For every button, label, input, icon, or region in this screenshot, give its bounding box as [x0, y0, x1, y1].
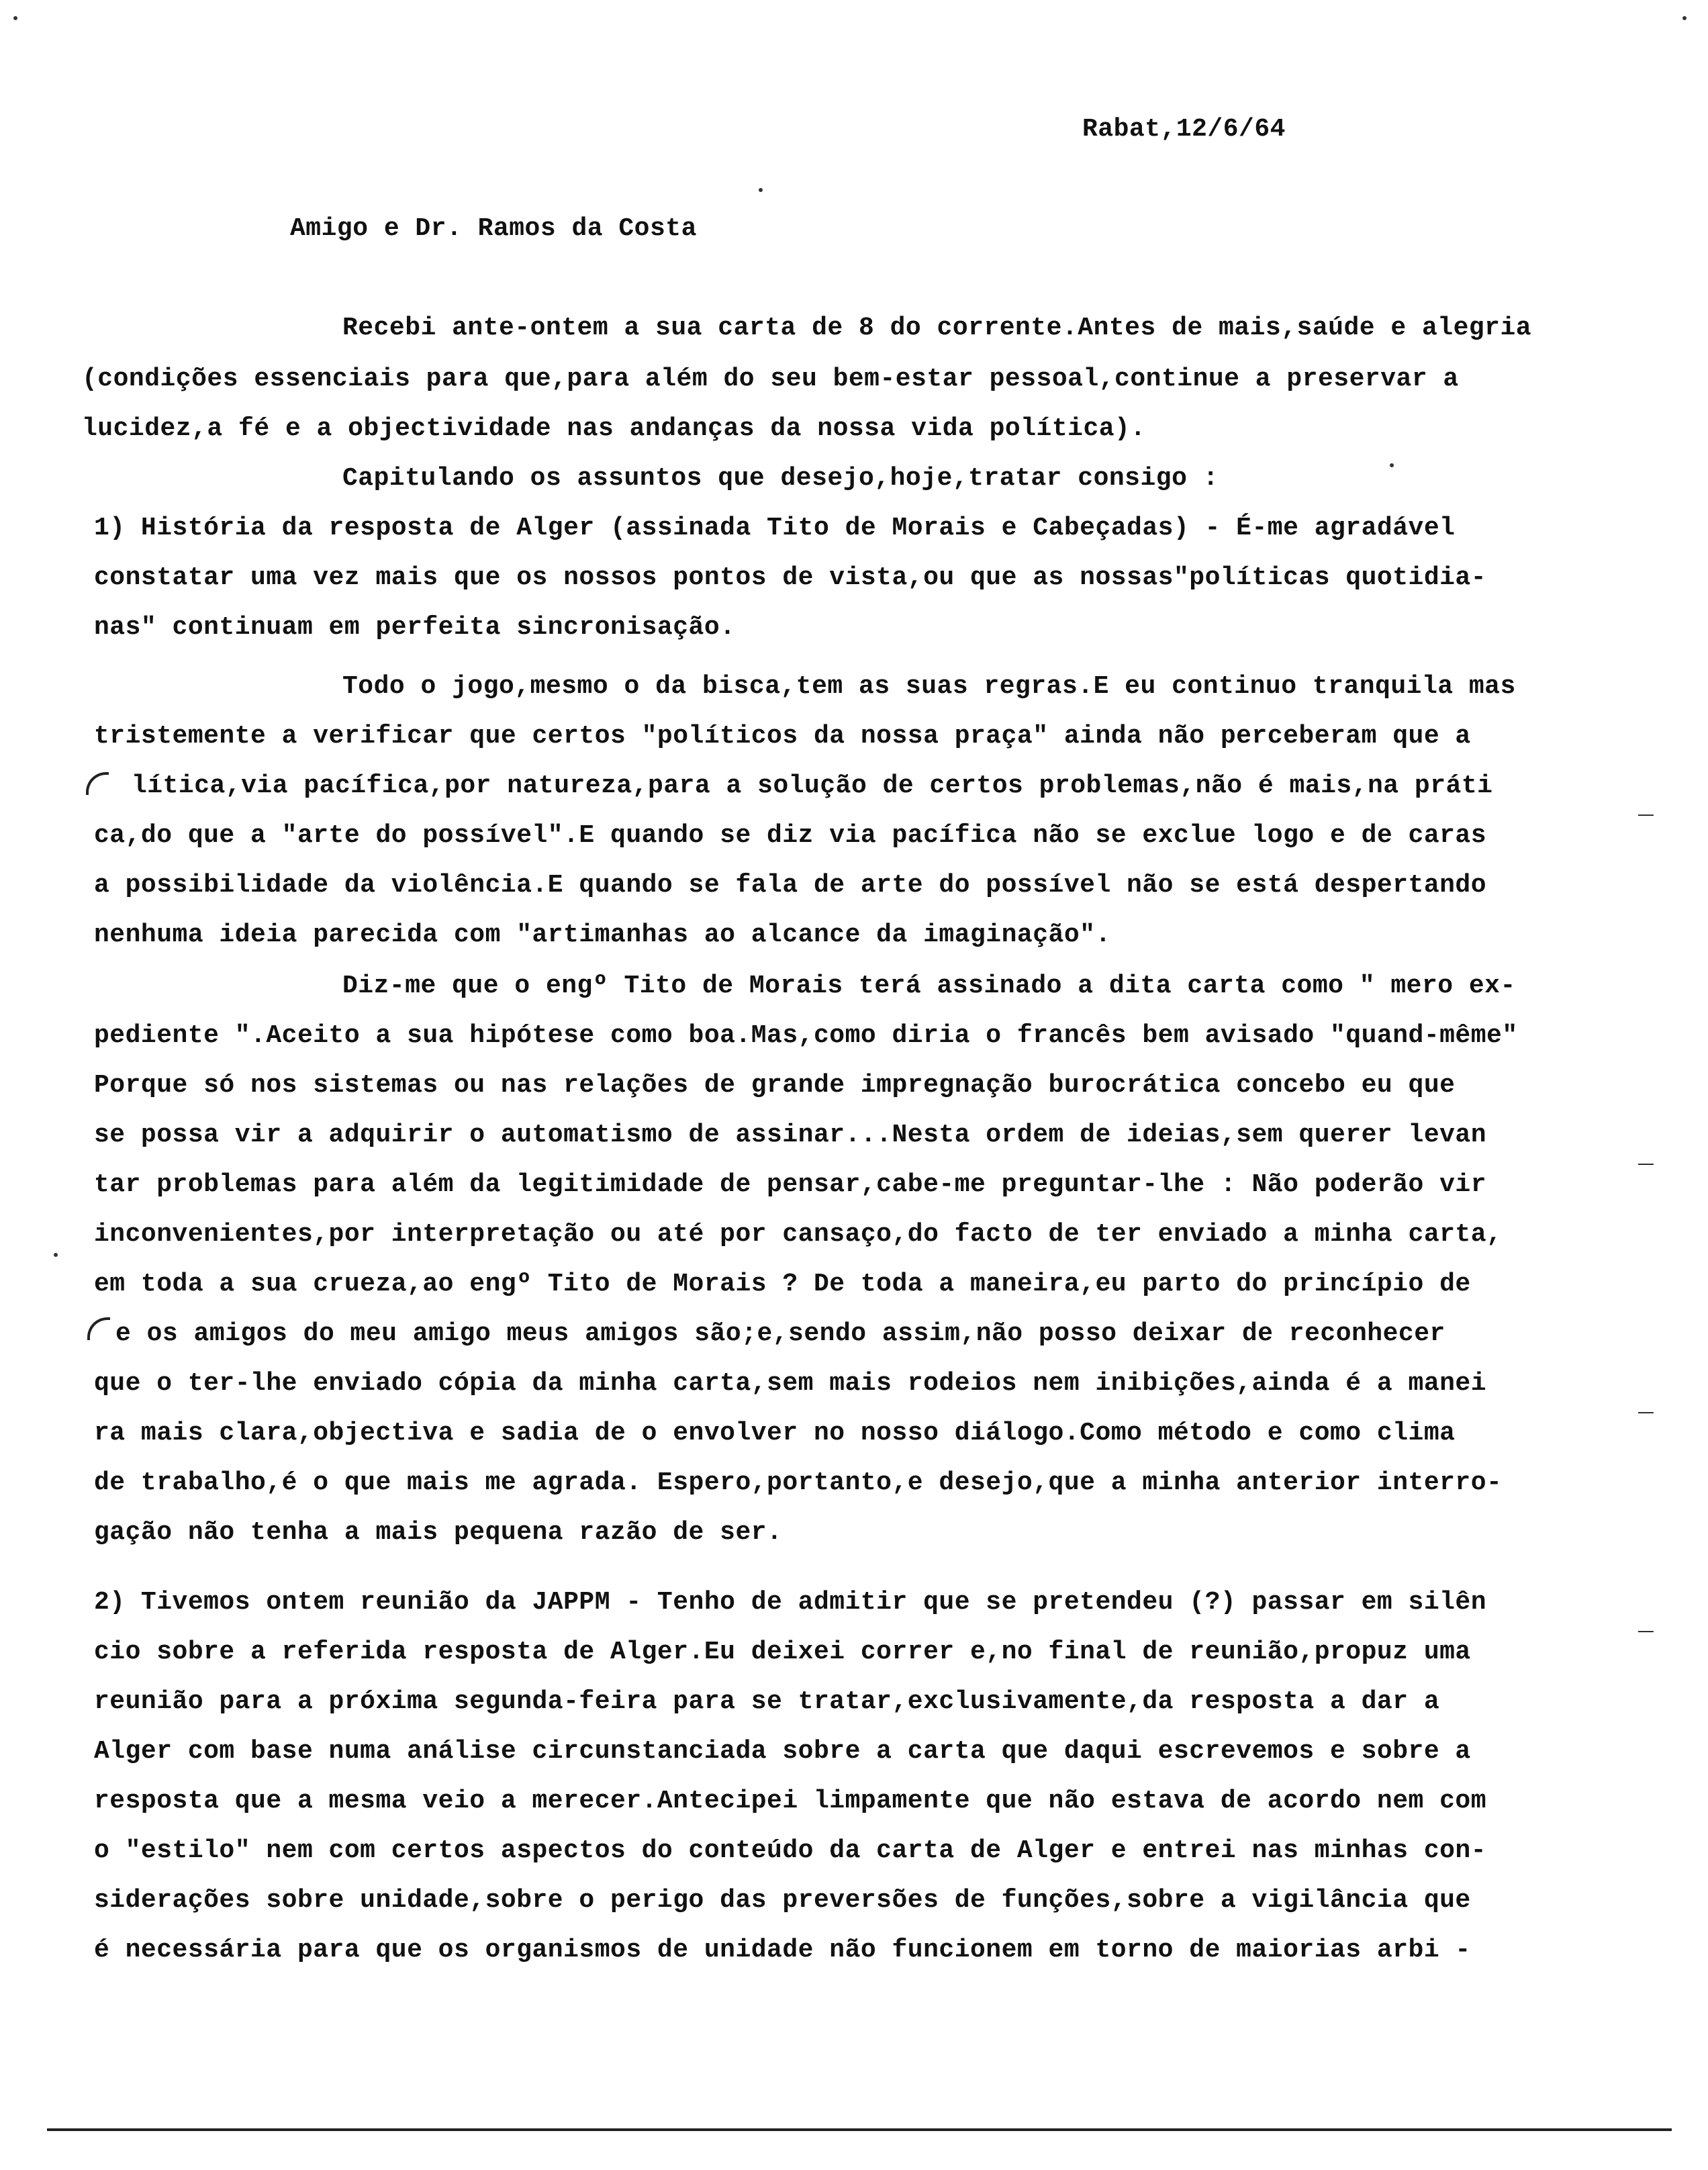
text-line: inconvenientes,por interpretação ou até por cansaço,do facto de ter enviado a minha carta, — [94, 1220, 1503, 1249]
scan-speck — [1390, 463, 1394, 467]
text-line: constatar uma vez mais que os nossos pontos de vista,ou que as nossas"políticas quotidia- — [94, 563, 1487, 592]
text-line: lucidez,a fé e a objectividade nas andanças da nossa vida política). — [82, 414, 1146, 443]
text-line: Alger com base numa análise circunstanciada sobre a carta que daqui escrevemos e sobre a — [94, 1737, 1471, 1766]
text-line: e os amigos do meu amigo meus amigos são;e,sendo assim,não posso deixar de reconhecer — [115, 1319, 1445, 1348]
page-bottom-rule — [47, 2128, 1672, 2131]
text-line: de trabalho,é o que mais me agrada. Espero,portanto,e desejo,que a minha anterior interro- — [94, 1468, 1503, 1497]
text-line: Diz-me que o engº Tito de Morais terá assinado a dita carta como " mero ex- — [342, 972, 1516, 1000]
pencil-mark — [87, 1317, 110, 1340]
scan-speck — [759, 188, 763, 192]
text-line: é necessária para que os organismos de unidade não funcionem em torno de maiorias arbi - — [94, 1936, 1471, 1965]
line-continuation-mark: _ — [1638, 1390, 1654, 1419]
text-line: reunião para a próxima segunda-feira para se tratar,exclusivamente,da resposta a dar a — [94, 1687, 1440, 1716]
text-line: cio sobre a referida resposta de Alger.Eu deixei correr e,no final de reunião,propuz uma — [94, 1638, 1471, 1666]
text-line: 2) Tivemos ontem reunião da JAPPM - Tenho de admitir que se pretendeu (?) passar em silên — [94, 1588, 1487, 1617]
text-line: Capitulando os assuntos que desejo,hoje,tratar consigo : — [342, 464, 1219, 493]
text-line: Recebi ante-ontem a sua carta de 8 do corrente.Antes de mais,saúde e alegria — [342, 314, 1532, 342]
text-line: gação não tenha a mais pequena razão de ser. — [94, 1518, 783, 1547]
text-line: se possa vir a adquirir o automatismo de assinar...Nesta ordem de ideias,sem querer levan — [94, 1121, 1487, 1149]
text-line: o "estilo" nem com certos aspectos do conteúdo da carta de Alger e entrei nas minhas con- — [94, 1836, 1487, 1865]
text-line: que o ter-lhe enviado cópia da minha carta,sem mais rodeios nem inibições,ainda é a manei — [94, 1369, 1487, 1398]
text-line: resposta que a mesma veio a merecer.Antecipei limpamente que não estava de acordo nem com — [94, 1787, 1487, 1815]
text-line: Todo o jogo,mesmo o da bisca,tem as suas regras.E eu continuo tranquila mas — [342, 672, 1516, 701]
text-line: nas" continuam em perfeita sincronisação. — [94, 613, 736, 642]
text-line: Porque só nos sistemas ou nas relações de grande impregnação burocrática concebo eu que — [94, 1071, 1456, 1100]
text-line: (condições essenciais para que,para além do seu bem-estar pessoal,continue a preservar a — [82, 365, 1459, 393]
scan-speck — [13, 16, 17, 20]
text-line: pediente ".Aceito a sua hipótese como boa.Mas,como diria o francês bem avisado "quand-même" — [94, 1021, 1518, 1050]
text-line: ra mais clara,objectiva e sadia de o envolver no nosso diálogo.Como método e como clima — [94, 1419, 1456, 1448]
letter-salutation: Amigo e Dr. Ramos da Costa — [290, 214, 697, 243]
line-continuation-mark: _ — [1638, 792, 1654, 821]
text-line: em toda a sua crueza,ao engº Tito de Morais ? De toda a maneira,eu parto do princípio de — [94, 1270, 1471, 1299]
pencil-mark — [86, 772, 109, 795]
text-line: tar problemas para além da legitimidade de pensar,cabe-me preguntar-lhe : Não poderão vir — [94, 1170, 1487, 1199]
text-line: siderações sobre unidade,sobre o perigo das preversões de funções,sobre a vigilância que — [94, 1886, 1471, 1915]
line-continuation-mark: _ — [1638, 1141, 1654, 1170]
text-line: nenhuma ideia parecida com "artimanhas ao alcance da imaginação". — [94, 921, 1111, 949]
text-line: tristemente a verificar que certos "políticos da nossa praça" ainda não perceberam que a — [94, 722, 1471, 751]
line-continuation-mark: _ — [1638, 1609, 1654, 1638]
text-line: ca,do que a "arte do possível".E quando se diz via pacífica não se exclue logo e de caras — [94, 821, 1487, 850]
text-line: lítica,via pacífica,por natureza,para a solução de certos problemas,não é mais,na práti — [132, 771, 1493, 800]
letter-date: Rabat,12/6/64 — [1082, 115, 1286, 144]
text-line: a possibilidade da violência.E quando se fala de arte do possível não se está despertando — [94, 871, 1487, 900]
scan-speck — [54, 1253, 58, 1257]
scan-speck — [1682, 16, 1687, 20]
text-line: 1) História da resposta de Alger (assinada Tito de Morais e Cabeçadas) - É-me agradável — [94, 514, 1456, 542]
